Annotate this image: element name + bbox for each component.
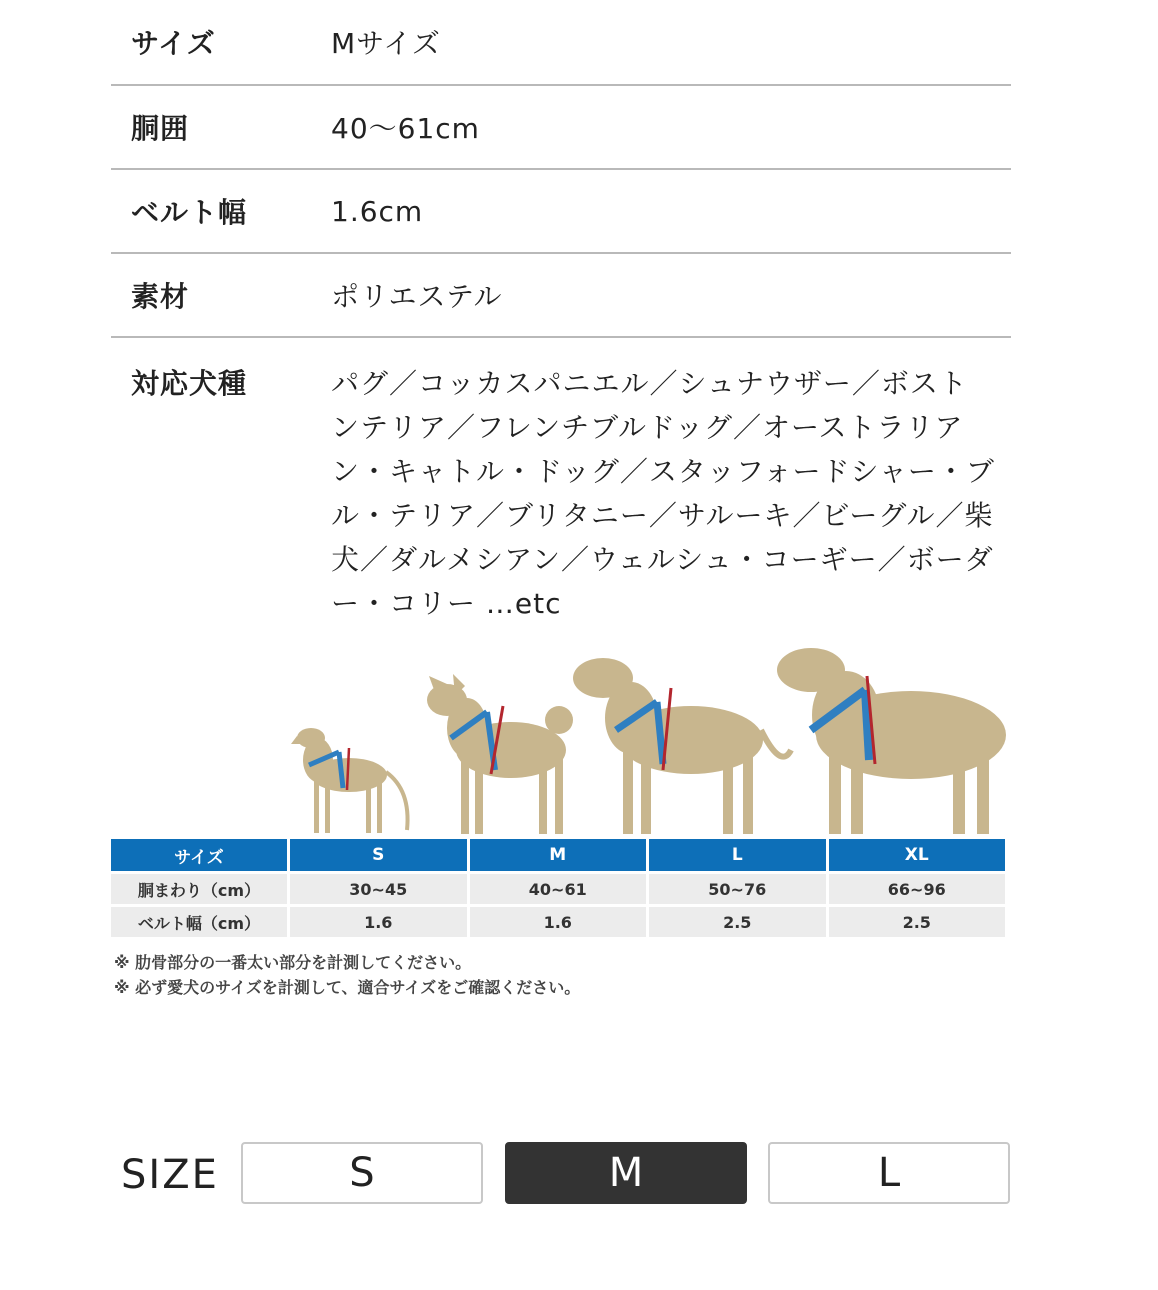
spec-row-material: [111, 254, 1011, 338]
table-cell: 2.5: [649, 904, 826, 937]
spec-table: [111, 0, 1011, 626]
table-cell: 1.6: [290, 904, 467, 937]
spec-value: 1.6cm: [331, 194, 424, 228]
spec-label: 対応犬種: [131, 367, 248, 400]
spec-label: 素材: [131, 280, 190, 313]
size-chart-table: [108, 839, 1008, 937]
table-cell: 2.5: [829, 904, 1006, 937]
spec-value: Mサイズ: [331, 27, 441, 60]
dog-large-icon: [573, 658, 791, 834]
table-row: [111, 871, 1005, 904]
table-row-label: 胴まわり（cm）: [111, 871, 287, 904]
dog-size-illustration: [111, 640, 1011, 840]
dog-small-icon: [291, 728, 408, 833]
table-cell: 30~45: [290, 871, 467, 904]
size-chart-header: L: [649, 839, 826, 871]
size-chart-header: M: [470, 839, 647, 871]
size-chart-header: S: [290, 839, 467, 871]
table-cell: 50~76: [649, 871, 826, 904]
size-chart-header-row: [111, 839, 1005, 871]
note-text: ※ 必ず愛犬のサイズを計測して、適合サイズをご確認ください。: [114, 978, 581, 997]
note-text: ※ 肋骨部分の一番太い部分を計測してください。: [114, 953, 472, 972]
size-notes: [114, 950, 580, 1000]
size-chart-header: XL: [829, 839, 1006, 871]
size-option-m-button[interactable]: M: [505, 1142, 747, 1204]
size-option-s-button[interactable]: S: [241, 1142, 483, 1204]
spec-value: パグ／コッカスパニエル／シュナウザー／ボストンテリア／フレンチブルドッグ／オーストラリアン・キャトル・ドッグ／スタッフォードシャー・ブル・テリア／ブリタニー／サルーキ／ビーグル／柴犬／ダルメシアン／ウェルシュ・コーギー／ボーダー・コリー …etc: [331, 367, 995, 620]
dog-xlarge-icon: [777, 648, 1006, 834]
table-row: [111, 904, 1005, 937]
spec-value: ポリエステル: [331, 280, 503, 313]
table-cell: 66~96: [829, 871, 1006, 904]
table-cell: 1.6: [470, 904, 647, 937]
size-chart-header: サイズ: [111, 839, 287, 871]
spec-row-size: [111, 0, 1011, 86]
size-selector-label: SIZE: [121, 1152, 219, 1198]
spec-row-belt: [111, 170, 1011, 254]
spec-row-girth: [111, 86, 1011, 170]
size-selector: [121, 1142, 1011, 1206]
table-cell: 40~61: [470, 871, 647, 904]
spec-row-breeds: [111, 338, 1011, 626]
table-row-label: ベルト幅（cm）: [111, 904, 287, 937]
spec-label: ベルト幅: [131, 196, 248, 229]
spec-label: 胴囲: [131, 112, 190, 145]
size-option-l-button[interactable]: L: [768, 1142, 1010, 1204]
spec-label: サイズ: [131, 27, 216, 60]
spec-value: 40〜61cm: [331, 112, 480, 145]
dog-medium-icon: [427, 674, 573, 834]
